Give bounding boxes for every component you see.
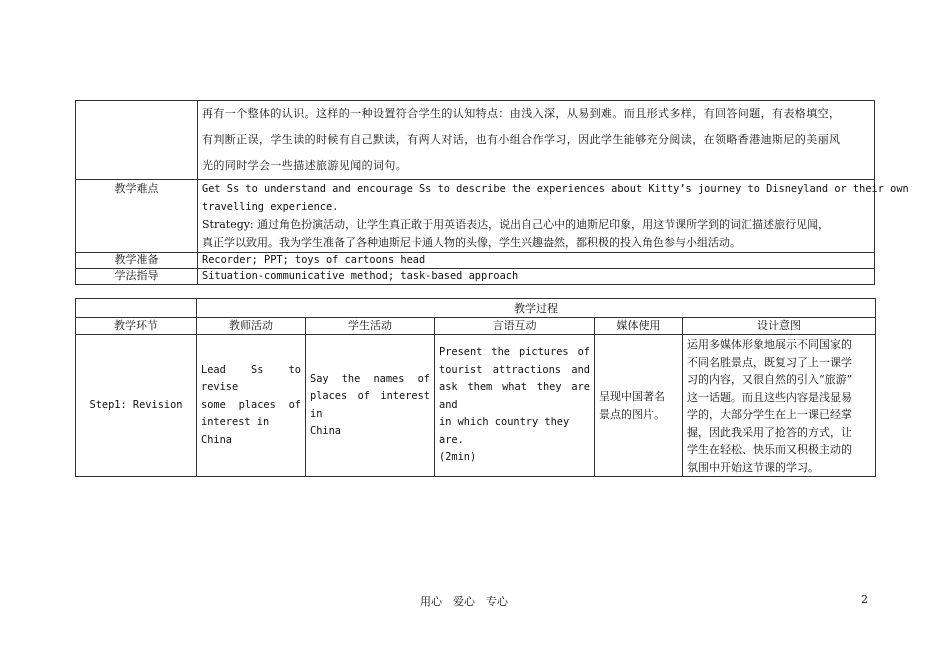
intro-line: 光的同时学会一些描述旅游见闻的词句。 xyxy=(202,159,408,172)
step1-row xyxy=(76,335,876,477)
lesson-plan-table-upper xyxy=(75,100,909,285)
teacher-line: some places of xyxy=(201,398,301,411)
student-line: Say the names of xyxy=(310,372,430,385)
intro-row xyxy=(76,101,875,180)
difficulty-content-cell xyxy=(198,180,909,253)
interaction-line: ask them what they are and xyxy=(439,381,590,411)
prep-value: Recorder; PPT; toys of cartoons head xyxy=(198,253,875,269)
difficulty-row xyxy=(76,180,875,253)
purpose-line: 不同名胜景点，既复习了上一课学 xyxy=(687,355,852,369)
prep-label: 教学准备 xyxy=(76,253,198,269)
media-line: 呈现中国著名 xyxy=(599,390,665,403)
purpose-line: 这一话题。而且这些内容是浅显易 xyxy=(687,390,852,404)
difficulty-label: 教学难点 xyxy=(76,180,198,253)
method-row xyxy=(76,269,875,285)
prep-row xyxy=(76,253,875,269)
teaching-process-table xyxy=(75,298,876,477)
process-title-left-cell xyxy=(76,299,197,318)
interaction-line: in which country they are. xyxy=(439,416,570,446)
interaction-line: tourist attractions and xyxy=(439,363,590,376)
header-step: 教学环节 xyxy=(76,318,197,335)
purpose-line: 运用多媒体形象地展示不同国家的 xyxy=(687,338,852,351)
interaction-cell xyxy=(435,335,595,477)
method-label: 学法指导 xyxy=(76,269,198,285)
media-cell xyxy=(595,335,683,477)
purpose-cell xyxy=(683,335,876,477)
footer-motto: 用心 爱心 专心 xyxy=(420,595,508,608)
difficulty-en-line: travelling experience. xyxy=(202,201,339,213)
teacher-line: interest in China xyxy=(201,416,270,446)
interaction-line: Present the pictures of xyxy=(439,346,590,359)
media-line: 景点的图片。 xyxy=(599,407,665,421)
process-header-row xyxy=(76,318,876,335)
student-activity-cell xyxy=(306,335,435,477)
header-purpose: 设计意图 xyxy=(683,318,876,335)
method-value: Situation-communicative method; task-based approach xyxy=(198,269,875,285)
purpose-line: 学生在轻松、快乐而又积极主动的 xyxy=(687,443,852,456)
difficulty-strategy-line: 真正学以致用。我为学生准备了各种迪斯尼卡通人物的头像，学生兴趣盎然，都积极的投入角色参与小组活动。 xyxy=(202,236,741,249)
header-teacher: 教师活动 xyxy=(197,318,306,335)
difficulty-strategy-line: Strategy: 通过角色扮演活动，让学生真正敢于用英语表达，说出自己心中的迪斯尼印象，用这节课所学到的词汇描述旅行见闻， xyxy=(202,218,830,231)
header-student: 学生活动 xyxy=(306,318,435,335)
teacher-line: Lead Ss to revise xyxy=(201,363,301,394)
purpose-line: 习的内容，又很自然的引入“旅游” xyxy=(687,373,853,386)
student-line: places of interest in xyxy=(310,390,430,420)
intro-label-cell xyxy=(76,101,198,180)
purpose-line: 学的，大部分学生在上一课已经掌 xyxy=(687,408,852,421)
header-media: 媒体使用 xyxy=(595,318,683,335)
teacher-activity-cell xyxy=(197,335,306,477)
page-number: 2 xyxy=(861,593,868,606)
purpose-line: 氛围中开始这节课的学习。 xyxy=(687,460,819,474)
step-cell: Step1: Revision xyxy=(76,335,197,477)
interaction-line: (2min) xyxy=(439,451,477,464)
purpose-line: 握，因此我采用了抢答的方式，让 xyxy=(687,425,852,439)
difficulty-en-line: Get Ss to understand and encourage Ss to describe the experiences about Kitty’s journey to Disneyland or their own xyxy=(202,183,909,195)
process-title-row xyxy=(76,299,876,318)
intro-content-cell xyxy=(198,101,875,180)
intro-line: 再有一个整体的认识。这样的一种设置符合学生的认知特点：由浅入深，从易到难。而且形式多样，有回答问题，有表格填空， xyxy=(202,107,841,120)
process-title: 教学过程 xyxy=(197,299,876,318)
intro-line: 有判断正误，学生读的时候有自己默读，有两人对话，也有小组合作学习，因此学生能够充分阅读，在领略香港迪斯尼的美丽风 xyxy=(202,133,841,146)
student-line: China xyxy=(310,425,341,437)
header-interaction: 言语互动 xyxy=(435,318,595,335)
